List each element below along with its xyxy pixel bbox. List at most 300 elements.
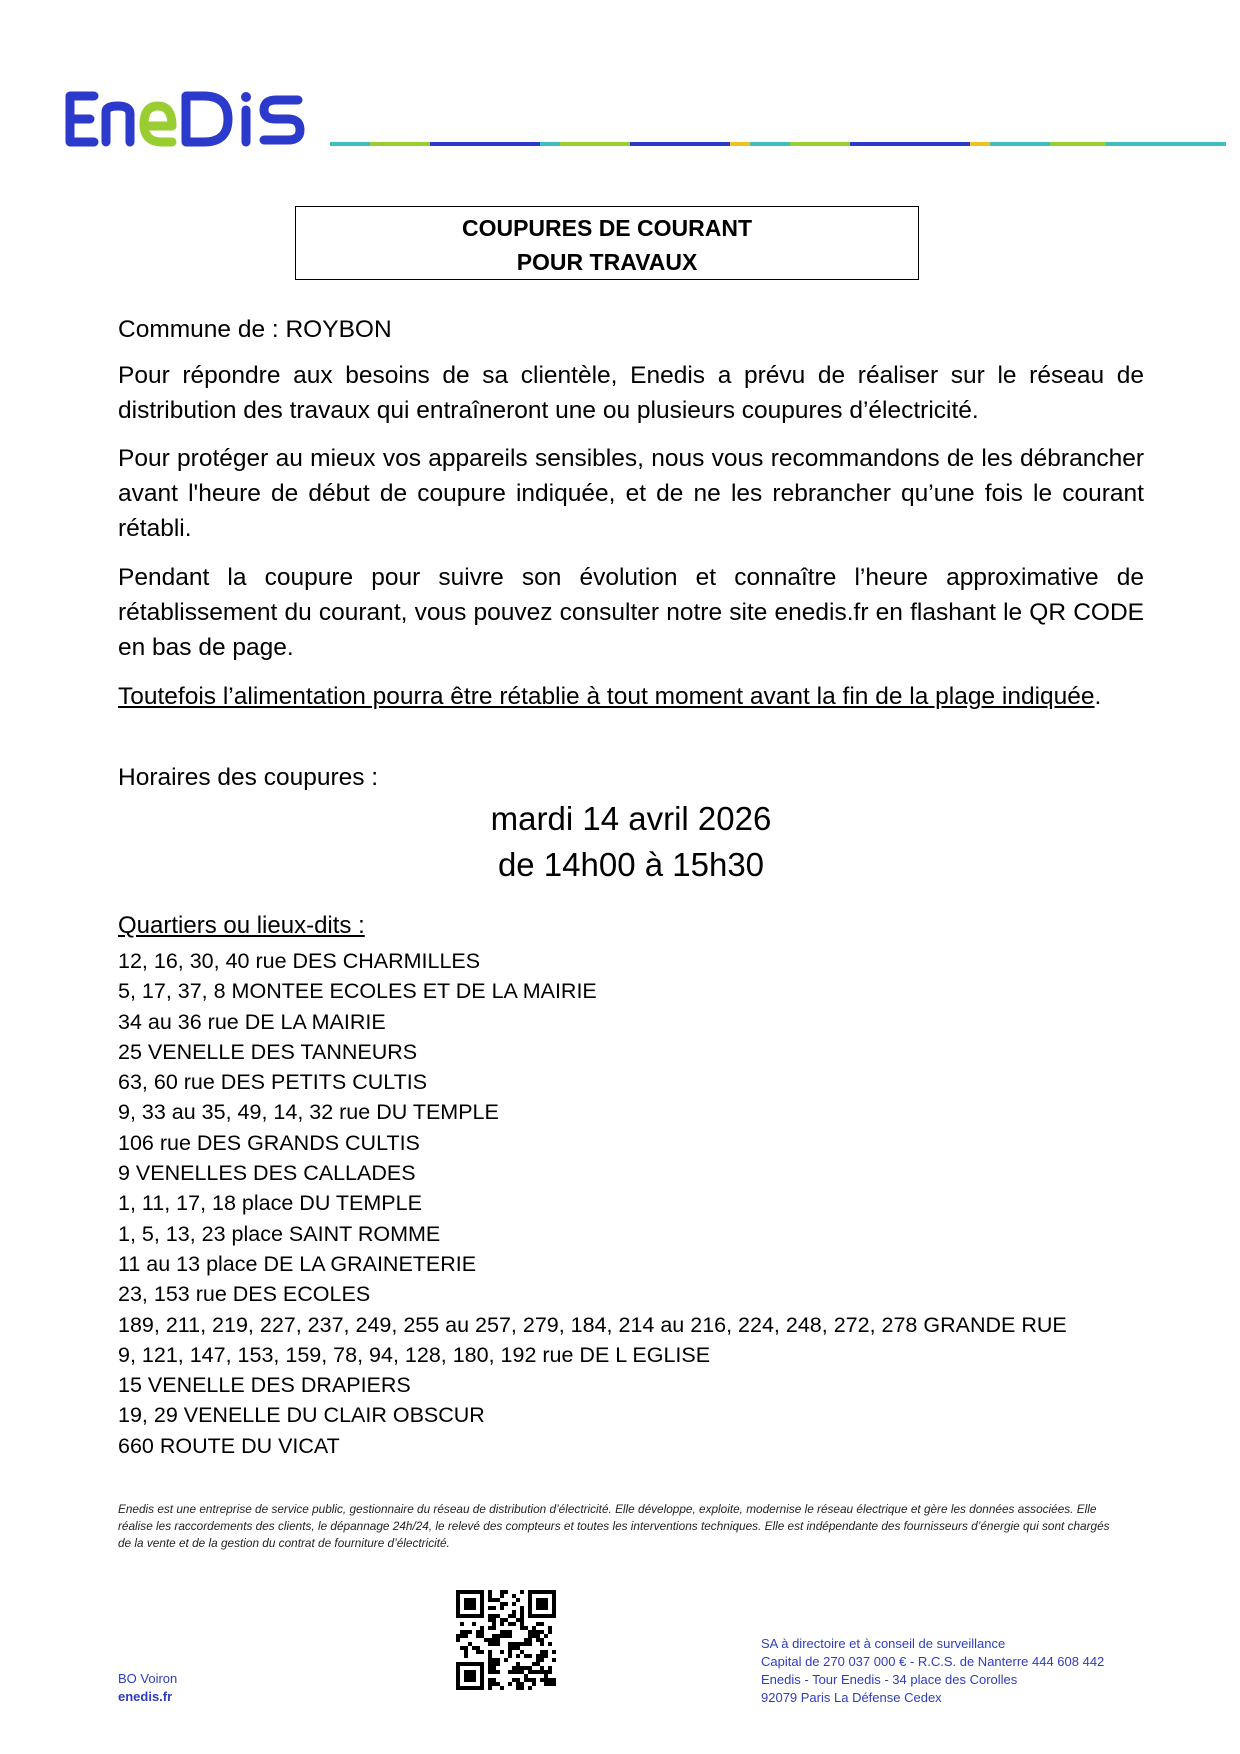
- qr-module: [532, 1626, 536, 1630]
- qr-module: [524, 1638, 528, 1642]
- qr-module: [492, 1618, 496, 1622]
- qr-module: [476, 1634, 480, 1638]
- paragraph-4: Toutefois l’alimentation pourra être rétablie à tout moment avant la fin de la plage indiquée.: [118, 683, 1102, 710]
- qr-module: [492, 1638, 496, 1642]
- qr-module: [488, 1670, 492, 1674]
- qr-module: [472, 1598, 476, 1602]
- qr-module: [472, 1662, 476, 1666]
- qr-module: [468, 1678, 472, 1682]
- list-item: 660 ROUTE DU VICAT: [118, 1433, 340, 1458]
- qr-module: [508, 1642, 512, 1646]
- qr-module: [516, 1646, 520, 1650]
- qr-module: [540, 1658, 544, 1662]
- qr-module: [480, 1678, 484, 1682]
- list-item: 106 rue DES GRANDS CULTIS: [118, 1130, 420, 1155]
- qr-module: [500, 1590, 504, 1594]
- qr-module: [496, 1614, 500, 1618]
- qr-module: [476, 1590, 480, 1594]
- qr-module: [456, 1606, 460, 1610]
- qr-module: [480, 1610, 484, 1614]
- qr-module: [540, 1606, 544, 1610]
- qr-module: [460, 1686, 464, 1690]
- qr-module: [512, 1642, 516, 1646]
- qr-module: [464, 1678, 468, 1682]
- qr-module: [504, 1602, 508, 1606]
- qr-module: [484, 1638, 488, 1642]
- qr-module: [496, 1682, 500, 1686]
- qr-module: [480, 1682, 484, 1686]
- qr-module: [508, 1634, 512, 1638]
- qr-module: [472, 1606, 476, 1610]
- qr-module: [496, 1598, 500, 1602]
- list-item: 1, 11, 17, 18 place DU TEMPLE: [118, 1191, 422, 1216]
- qr-module: [552, 1650, 556, 1654]
- qr-module: [492, 1658, 496, 1662]
- qr-module: [492, 1666, 496, 1670]
- qr-module: [512, 1670, 516, 1674]
- qr-module: [492, 1678, 496, 1682]
- list-item: 25 VENELLE DES TANNEURS: [118, 1039, 418, 1064]
- qr-module: [480, 1650, 484, 1654]
- qr-module: [512, 1602, 516, 1606]
- qr-module: [508, 1622, 512, 1626]
- qr-module: [544, 1598, 548, 1602]
- qr-module: [468, 1606, 472, 1610]
- qr-module: [548, 1642, 552, 1646]
- qr-module: [552, 1590, 556, 1594]
- enedis-logo: [60, 88, 322, 150]
- qr-module: [536, 1598, 540, 1602]
- qr-module: [488, 1666, 492, 1670]
- qr-module: [544, 1682, 548, 1686]
- qr-module: [536, 1602, 540, 1606]
- qr-module: [520, 1666, 524, 1670]
- qr-module: [516, 1686, 520, 1690]
- footer-office: BO Voiron: [118, 1671, 178, 1686]
- list-item: 5, 17, 37, 8 MONTEE ECOLES ET DE LA MAIRIE: [118, 979, 597, 1004]
- qr-module: [488, 1678, 492, 1682]
- qr-module: [496, 1634, 500, 1638]
- qr-module: [508, 1682, 512, 1686]
- qr-module: [488, 1590, 492, 1594]
- list-item: 1, 5, 13, 23 place SAINT ROMME: [118, 1221, 441, 1246]
- qr-code-icon[interactable]: [456, 1590, 556, 1690]
- qr-module: [528, 1634, 532, 1638]
- qr-module: [516, 1678, 520, 1682]
- qr-module: [488, 1594, 492, 1598]
- qr-module: [536, 1622, 540, 1626]
- qr-module: [456, 1662, 460, 1666]
- qr-module: [480, 1686, 484, 1690]
- qr-module: [464, 1662, 468, 1666]
- qr-module: [492, 1662, 496, 1666]
- qr-module: [536, 1590, 540, 1594]
- qr-module: [512, 1678, 516, 1682]
- qr-module: [548, 1590, 552, 1594]
- qr-module: [468, 1598, 472, 1602]
- qr-module: [528, 1654, 532, 1658]
- qr-module: [464, 1630, 468, 1634]
- title-line-2: POUR TRAVAUX: [516, 249, 698, 275]
- qr-module: [528, 1630, 532, 1634]
- qr-module: [480, 1594, 484, 1598]
- qr-module: [456, 1686, 460, 1690]
- qr-module: [460, 1622, 464, 1626]
- qr-module: [548, 1678, 552, 1682]
- qr-module: [548, 1670, 552, 1674]
- qr-module: [488, 1618, 492, 1622]
- footer-legal-line: Capital de 270 037 000 € - R.C.S. de Nanterre 444 608 442: [761, 1654, 1105, 1669]
- qr-module: [516, 1670, 520, 1674]
- qr-module: [548, 1630, 552, 1634]
- qr-module: [480, 1598, 484, 1602]
- qr-module: [464, 1650, 468, 1654]
- qr-module: [544, 1670, 548, 1674]
- qr-module: [456, 1666, 460, 1670]
- qr-module: [552, 1682, 556, 1686]
- qr-module: [508, 1646, 512, 1650]
- qr-module: [488, 1658, 492, 1662]
- qr-module: [508, 1670, 512, 1674]
- footer-site-link[interactable]: enedis.fr: [118, 1689, 173, 1704]
- qr-module: [472, 1622, 476, 1626]
- qr-module: [464, 1606, 468, 1610]
- list-item: 12, 16, 30, 40 rue DES CHARMILLES: [118, 949, 481, 973]
- qr-module: [540, 1638, 544, 1642]
- qr-module: [456, 1670, 460, 1674]
- qr-module: [528, 1638, 532, 1642]
- qr-module: [528, 1666, 532, 1670]
- qr-module: [524, 1654, 528, 1658]
- qr-module: [504, 1630, 508, 1634]
- qr-module: [476, 1630, 480, 1634]
- qr-module: [472, 1590, 476, 1594]
- qr-module: [480, 1666, 484, 1670]
- qr-module: [460, 1614, 464, 1618]
- qr-module: [496, 1658, 500, 1662]
- qr-module: [524, 1674, 528, 1678]
- qr-module: [488, 1598, 492, 1602]
- qr-module: [512, 1594, 516, 1598]
- qr-module: [504, 1658, 508, 1662]
- qr-module: [536, 1654, 540, 1658]
- qr-module: [480, 1662, 484, 1666]
- qr-module: [504, 1590, 508, 1594]
- qr-module: [520, 1618, 524, 1622]
- quartiers-title: Quartiers ou lieux-dits :: [118, 912, 365, 939]
- qr-module: [512, 1622, 516, 1626]
- qr-module: [464, 1590, 468, 1594]
- qr-module: [552, 1606, 556, 1610]
- qr-module: [520, 1610, 524, 1614]
- qr-module: [544, 1634, 548, 1638]
- schedule-date: mardi 14 avril 2026: [490, 800, 772, 837]
- qr-module: [548, 1682, 552, 1686]
- footer-legal-line: Enedis - Tour Enedis - 34 place des Corolles: [761, 1672, 1018, 1687]
- qr-module: [540, 1670, 544, 1674]
- qr-module: [544, 1606, 548, 1610]
- qr-module: [460, 1630, 464, 1634]
- qr-module: [520, 1682, 524, 1686]
- qr-module: [552, 1594, 556, 1598]
- qr-module: [516, 1666, 520, 1670]
- qr-module: [468, 1686, 472, 1690]
- qr-module: [492, 1598, 496, 1602]
- qr-module: [512, 1610, 516, 1614]
- qr-module: [544, 1590, 548, 1594]
- qr-module: [516, 1662, 520, 1666]
- qr-module: [480, 1606, 484, 1610]
- qr-module: [492, 1626, 496, 1630]
- qr-module: [524, 1642, 528, 1646]
- qr-module: [536, 1630, 540, 1634]
- qr-module: [500, 1634, 504, 1638]
- qr-module: [508, 1654, 512, 1658]
- quartiers-list: [118, 946, 1067, 1461]
- qr-module: [456, 1610, 460, 1614]
- qr-module: [544, 1614, 548, 1618]
- qr-module: [508, 1614, 512, 1618]
- qr-module: [488, 1662, 492, 1666]
- qr-module: [460, 1590, 464, 1594]
- qr-module: [552, 1610, 556, 1614]
- qr-module: [464, 1646, 468, 1650]
- qr-module: [524, 1678, 528, 1682]
- qr-module: [536, 1662, 540, 1666]
- qr-module: [456, 1634, 460, 1638]
- list-item: 9, 33 au 35, 49, 14, 32 rue DU TEMPLE: [118, 1100, 499, 1125]
- list-item: 189, 211, 219, 227, 237, 249, 255 au 257, 279, 184, 214 au 216, 224, 248, 272, 278 GRANDE RUE: [118, 1312, 1067, 1337]
- qr-module: [540, 1642, 544, 1646]
- horaires-label: Horaires des coupures :: [118, 764, 379, 791]
- qr-module: [480, 1614, 484, 1618]
- qr-module: [528, 1606, 532, 1610]
- qr-module: [456, 1594, 460, 1598]
- qr-module: [468, 1590, 472, 1594]
- qr-module: [544, 1674, 548, 1678]
- qr-module: [516, 1682, 520, 1686]
- qr-module: [520, 1614, 524, 1618]
- qr-module: [540, 1650, 544, 1654]
- qr-module: [472, 1614, 476, 1618]
- qr-module: [468, 1662, 472, 1666]
- qr-module: [456, 1674, 460, 1678]
- qr-module: [468, 1674, 472, 1678]
- qr-module: [488, 1650, 492, 1654]
- footer-legal-line: SA à directoire et à conseil de surveillance: [761, 1636, 1006, 1651]
- qr-module: [552, 1678, 556, 1682]
- qr-module: [508, 1650, 512, 1654]
- schedule-time: de 14h00 à 15h30: [497, 846, 765, 883]
- qr-module: [548, 1614, 552, 1618]
- qr-module: [468, 1602, 472, 1606]
- qr-module: [468, 1670, 472, 1674]
- qr-module: [540, 1666, 544, 1670]
- qr-module: [524, 1666, 528, 1670]
- qr-module: [496, 1642, 500, 1646]
- qr-module: [536, 1614, 540, 1618]
- qr-module: [520, 1606, 524, 1610]
- qr-module: [456, 1590, 460, 1594]
- qr-module: [496, 1638, 500, 1642]
- footer-legal-line: 92079 Paris La Défense Cedex: [761, 1690, 942, 1705]
- qr-module: [488, 1682, 492, 1686]
- qr-module: [460, 1634, 464, 1638]
- qr-module: [472, 1678, 476, 1682]
- footer-legal: [761, 1635, 1104, 1707]
- qr-module: [548, 1666, 552, 1670]
- qr-module: [464, 1674, 468, 1678]
- qr-module: [464, 1598, 468, 1602]
- qr-module: [536, 1658, 540, 1662]
- qr-module: [536, 1606, 540, 1610]
- qr-module: [532, 1590, 536, 1594]
- qr-module: [492, 1606, 496, 1610]
- qr-module: [468, 1614, 472, 1618]
- qr-module: [516, 1618, 520, 1622]
- qr-module: [456, 1682, 460, 1686]
- title-line-1: COUPURES DE COURANT: [461, 215, 753, 241]
- qr-module: [488, 1614, 492, 1618]
- qr-module: [488, 1606, 492, 1610]
- qr-module: [500, 1602, 504, 1606]
- list-item: 34 au 36 rue DE LA MAIRIE: [118, 1009, 386, 1034]
- qr-module: [472, 1602, 476, 1606]
- qr-module: [472, 1686, 476, 1690]
- qr-module: [516, 1654, 520, 1658]
- qr-module: [528, 1594, 532, 1598]
- qr-module: [468, 1642, 472, 1646]
- qr-module: [540, 1622, 544, 1626]
- qr-module: [540, 1678, 544, 1682]
- qr-module: [480, 1674, 484, 1678]
- qr-module: [456, 1602, 460, 1606]
- qr-module: [456, 1614, 460, 1618]
- qr-module: [520, 1686, 524, 1690]
- qr-module: [520, 1650, 524, 1654]
- qr-module: [456, 1598, 460, 1602]
- qr-module: [464, 1634, 468, 1638]
- qr-module: [492, 1682, 496, 1686]
- qr-module: [540, 1602, 544, 1606]
- qr-module: [512, 1614, 516, 1618]
- qr-module: [464, 1686, 468, 1690]
- qr-module: [548, 1626, 552, 1630]
- list-item: 19, 29 VENELLE DU CLAIR OBSCUR: [118, 1403, 485, 1428]
- qr-module: [500, 1630, 504, 1634]
- qr-module: [512, 1646, 516, 1650]
- qr-module: [476, 1614, 480, 1618]
- qr-module: [520, 1670, 524, 1674]
- qr-module: [500, 1606, 504, 1610]
- qr-module: [536, 1670, 540, 1674]
- qr-module: [528, 1670, 532, 1674]
- qr-module: [544, 1654, 548, 1658]
- qr-module: [476, 1646, 480, 1650]
- qr-module: [464, 1654, 468, 1658]
- paragraph-2: Pour protéger au mieux vos appareils sensibles, nous vous recommandons de les débrancher avant l'heure de début de coupure indiquée, et de ne les rebrancher qu’une fois le courant rétabli.: [118, 445, 1144, 542]
- qr-module: [464, 1670, 468, 1674]
- qr-module: [476, 1686, 480, 1690]
- qr-module: [472, 1670, 476, 1674]
- qr-module: [540, 1630, 544, 1634]
- qr-module: [528, 1598, 532, 1602]
- list-item: 23, 153 rue DES ECOLES: [118, 1282, 371, 1307]
- qr-module: [496, 1670, 500, 1674]
- qr-module: [488, 1654, 492, 1658]
- header-rule: [330, 142, 1226, 146]
- warning-text: Toutefois l’alimentation pourra être rétablie à tout moment avant la fin de la plage indiquée: [118, 683, 1095, 710]
- qr-module: [532, 1670, 536, 1674]
- qr-module: [480, 1626, 484, 1630]
- qr-module: [460, 1662, 464, 1666]
- qr-module: [504, 1618, 508, 1622]
- qr-module: [532, 1614, 536, 1618]
- paragraph-3: Pendant la coupure pour suivre son évolution et connaître l’heure approximative de rétablissement du courant, vous pouvez consulter notre site enedis.fr en flashant le QR CODE en bas de page.: [118, 564, 1144, 661]
- qr-module: [528, 1614, 532, 1618]
- qr-module: [524, 1626, 528, 1630]
- qr-module: [500, 1618, 504, 1622]
- qr-module: [492, 1614, 496, 1618]
- qr-module: [476, 1662, 480, 1666]
- qr-module: [480, 1590, 484, 1594]
- qr-module: [460, 1646, 464, 1650]
- qr-module: [492, 1622, 496, 1626]
- qr-module: [504, 1634, 508, 1638]
- qr-module: [488, 1686, 492, 1690]
- qr-module: [480, 1630, 484, 1634]
- qr-module: [544, 1602, 548, 1606]
- qr-module: [516, 1598, 520, 1602]
- list-item: 9, 121, 147, 153, 159, 78, 94, 128, 180, 192 rue DE L EGLISE: [118, 1342, 711, 1367]
- qr-module: [552, 1598, 556, 1602]
- footer-left: [118, 1670, 177, 1706]
- qr-module: [464, 1602, 468, 1606]
- qr-module: [528, 1602, 532, 1606]
- qr-module: [552, 1602, 556, 1606]
- qr-module: [528, 1686, 532, 1690]
- qr-module: [500, 1650, 504, 1654]
- qr-module: [528, 1678, 532, 1682]
- qr-module: [544, 1678, 548, 1682]
- title-box: [295, 206, 919, 280]
- qr-module: [540, 1654, 544, 1658]
- qr-module: [492, 1634, 496, 1638]
- qr-module: [512, 1666, 516, 1670]
- qr-module: [540, 1598, 544, 1602]
- qr-module: [488, 1626, 492, 1630]
- qr-module: [540, 1590, 544, 1594]
- qr-module: [520, 1622, 524, 1626]
- qr-module: [500, 1594, 504, 1598]
- commune: Commune de : ROYBON: [118, 316, 392, 343]
- qr-module: [528, 1642, 532, 1646]
- qr-module: [520, 1590, 524, 1594]
- qr-module: [532, 1634, 536, 1638]
- qr-module: [492, 1642, 496, 1646]
- paragraph-1: Pour répondre aux besoins de sa clientèle, Enedis a prévu de réaliser sur le réseau de distribution des travaux qui entraîneront une ou plusieurs coupures d’électricité.: [118, 362, 1144, 424]
- qr-module: [500, 1686, 504, 1690]
- list-item: 9 VENELLES DES CALLADES: [118, 1161, 416, 1186]
- list-item: 63, 60 rue DES PETITS CULTIS: [118, 1070, 428, 1095]
- disclaimer: Enedis est une entreprise de service public, gestionnaire du réseau de distribution d’électricité. Elle développe, exploite, modernise le réseau électrique et gère les données associées. Elle réalise les raccordements des clients, le dépannage 24h/24, le relevé des compteurs et toutes les interventions techniques. Elle est indépendante des fournisseurs d’énergie qui sont chargés de la vente et de la gestion du contrat de fourniture d’électricité.: [118, 1502, 1110, 1550]
- qr-module: [500, 1622, 504, 1626]
- qr-module: [472, 1674, 476, 1678]
- qr-module: [536, 1634, 540, 1638]
- qr-module: [488, 1638, 492, 1642]
- qr-module: [456, 1678, 460, 1682]
- qr-module: [516, 1642, 520, 1646]
